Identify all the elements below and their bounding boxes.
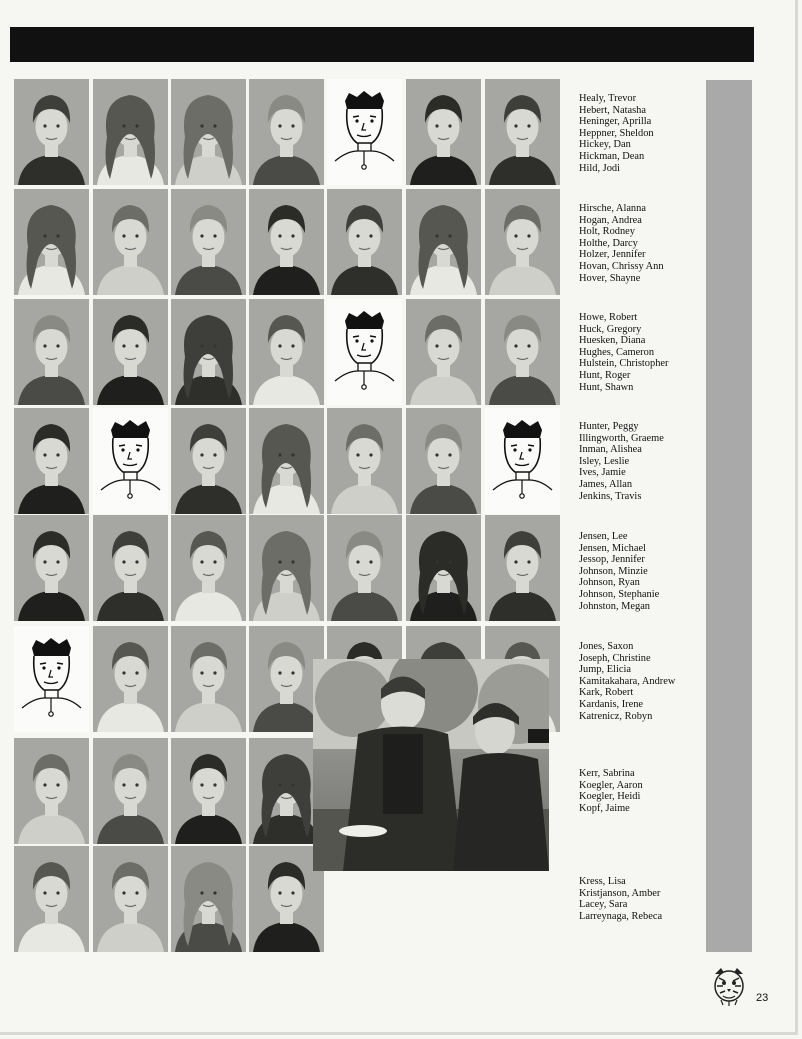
student-portrait [485,189,560,295]
name-list-row-6 [579,641,675,722]
student-name: Katrenicz, Robyn [579,710,653,722]
name-list-row-7 [579,768,643,814]
cartoon-placeholder-portrait [93,408,168,514]
student-name: Holzer, Jennifer [579,249,646,261]
student-portrait [249,299,324,405]
name-list-row-3 [579,312,668,393]
student-name: Jump, Elicia [579,664,631,676]
candid-group-photo [313,659,549,871]
student-name: Hickey, Dan [579,139,631,151]
student-name: Inman, Alishea [579,444,642,456]
cartoon-placeholder-portrait [327,299,402,405]
student-portrait [406,299,481,405]
tiger-mascot-logo [711,966,747,1006]
student-portrait [406,79,481,185]
student-portrait [93,299,168,405]
student-name: Holthe, Darcy [579,237,638,249]
student-name: Ives, Jamie [579,467,626,479]
student-portrait [93,846,168,952]
student-name: Illingworth, Graeme [579,432,664,444]
student-name: Joseph, Christine [579,652,651,664]
student-portrait [327,515,402,621]
student-portrait [171,515,246,621]
student-name: Howe, Robert [579,312,638,323]
student-portrait [327,189,402,295]
student-name: Huck, Gregory [579,323,642,335]
student-name: Koegler, Aaron [579,779,643,791]
student-portrait [171,846,246,952]
student-name: Larreynaga, Rebeca [579,910,663,922]
student-portrait [93,79,168,185]
student-portrait [406,189,481,295]
student-name: Hogan, Andrea [579,214,642,226]
student-name: Hirsche, Alanna [579,203,646,214]
student-portrait [171,79,246,185]
student-name: Koegler, Heidi [579,791,641,803]
student-name: Huesken, Diana [579,335,646,347]
student-portrait [171,738,246,844]
candid-group-photo-image [313,659,549,871]
student-portrait [14,79,89,185]
name-list-row-8 [579,876,662,922]
name-list-row-2 [579,203,664,284]
student-name: Jessop, Jennifer [579,554,645,566]
cartoon-placeholder-portrait [327,79,402,185]
student-name: Hunter, Peggy [579,421,639,432]
student-name: Hover, Shayne [579,272,641,284]
student-name: Johnston, Megan [579,600,650,612]
student-name: Heppner, Sheldon [579,127,654,139]
student-portrait [93,515,168,621]
student-portrait [171,408,246,514]
student-name: Hughes, Cameron [579,346,655,358]
student-name: James, Allan [579,478,633,490]
student-name: Isley, Leslie [579,455,630,467]
student-portrait [14,189,89,295]
student-name: Hunt, Roger [579,369,631,381]
student-name: Jensen, Lee [579,531,628,542]
student-name: Johnson, Minzie [579,565,648,577]
student-name: Johnson, Stephanie [579,588,660,600]
student-name: Kress, Lisa [579,876,626,887]
cartoon-placeholder-portrait [485,408,560,514]
student-portrait [327,408,402,514]
student-name: Heninger, Aprilla [579,116,652,128]
student-portrait [14,299,89,405]
student-name: Kamitakahara, Andrew [579,675,676,687]
page-number: 23 [756,992,769,1004]
student-portrait [406,408,481,514]
student-portrait [485,299,560,405]
student-portrait [93,626,168,732]
student-portrait [171,189,246,295]
student-name: Healy, Trevor [579,93,637,104]
student-name: Hovan, Chrissy Ann [579,260,664,272]
name-list-row-4 [579,421,664,502]
student-name: Holt, Rodney [579,226,635,238]
student-portrait [406,515,481,621]
student-portrait [14,515,89,621]
student-portrait [14,738,89,844]
student-name: Jenkins, Travis [579,490,642,502]
student-name: Hulstein, Christopher [579,358,669,370]
student-name: Kopf, Jaime [579,802,630,814]
cartoon-placeholder-portrait [14,626,89,732]
student-portrait [93,189,168,295]
student-name: Hild, Jodi [579,162,620,174]
student-portrait [249,189,324,295]
student-portrait [93,738,168,844]
student-portrait [14,408,89,514]
student-name: Jensen, Michael [579,542,646,554]
student-name: Hunt, Shawn [579,381,634,393]
name-list-row-5 [579,531,659,612]
student-portrait [14,846,89,952]
student-name: Kardanis, Irene [579,698,644,710]
header-bar [10,27,754,62]
student-portrait [249,408,324,514]
student-portrait [249,515,324,621]
student-name: Hebert, Natasha [579,104,646,116]
name-list-row-1 [579,93,654,174]
student-portrait [171,626,246,732]
student-name: Kristjanson, Amber [579,887,661,899]
student-portrait [485,515,560,621]
side-bar [706,80,752,952]
student-portrait [485,79,560,185]
student-name: Jones, Saxon [579,641,634,652]
student-portrait [171,299,246,405]
student-portrait [249,79,324,185]
student-name: Johnson, Ryan [579,577,640,589]
student-name: Kerr, Sabrina [579,768,635,779]
student-name: Lacey, Sara [579,899,628,911]
student-name: Kark, Robert [579,687,634,699]
student-name: Hickman, Dean [579,150,645,162]
